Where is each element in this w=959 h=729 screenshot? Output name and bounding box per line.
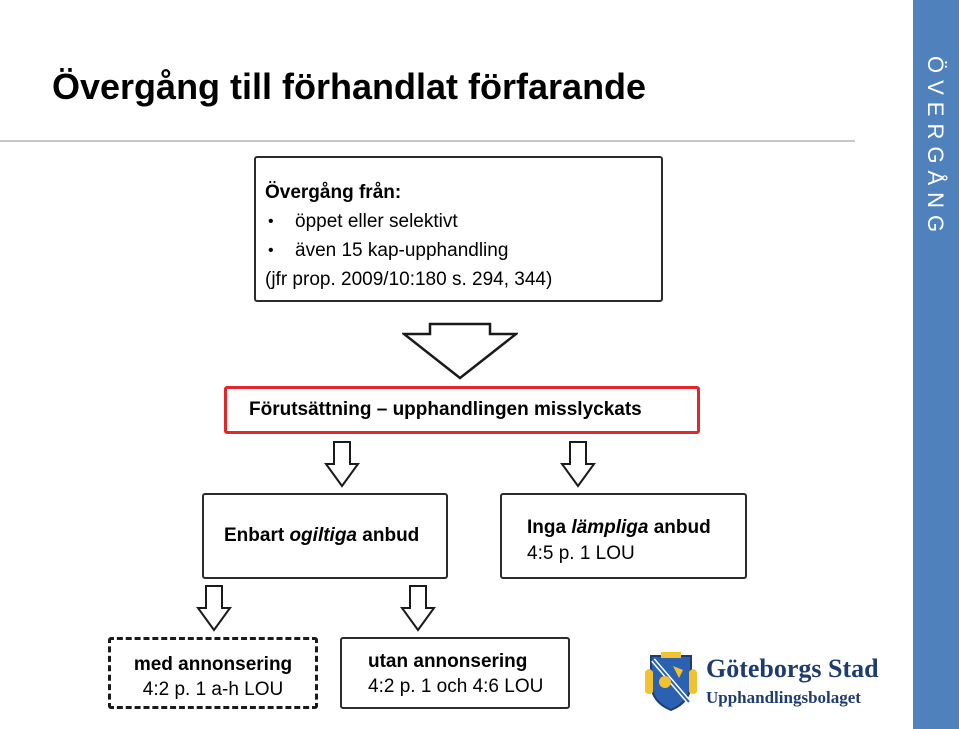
side-label: ÖVERGÅNG: [923, 56, 948, 240]
down-arrow-icon: [324, 440, 360, 488]
condition-prefix: Förutsättning: [249, 399, 372, 420]
no-suitable-tenders-box: [500, 493, 747, 579]
down-arrow-icon: [560, 440, 596, 488]
transition-list: [265, 207, 651, 265]
case-text-before: Enbart: [224, 525, 290, 546]
with-advertising-box: [108, 637, 318, 709]
condition-box: [224, 386, 700, 434]
slide-title: Övergång till förhandlat förfarande: [52, 66, 647, 107]
transition-from-box: [254, 156, 663, 302]
logo-subtitle: Upphandlingsbolaget: [706, 688, 861, 707]
condition-text: upphandlingen misslyckats: [392, 399, 642, 420]
invalid-tenders-text: [224, 525, 419, 547]
list-item: • öppet eller selektivt: [265, 207, 651, 236]
no-suitable-tenders-text: [527, 515, 745, 541]
with-advertising-reference: 4:2 p. 1 a-h LOU: [142, 679, 284, 700]
case-text-emphasis: ogiltiga: [289, 525, 358, 546]
case-text-after: anbud: [648, 517, 711, 538]
down-arrow-icon: [196, 584, 232, 632]
condition-dash: –: [376, 399, 388, 420]
case-text-emphasis: lämpliga: [571, 517, 649, 538]
logo-name: Göteborgs Stad: [706, 654, 879, 683]
transition-heading: Övergång från:: [265, 182, 402, 203]
without-advertising-box: [340, 637, 570, 709]
list-item: • även 15 kap-upphandling: [265, 236, 651, 265]
down-arrow-icon: [400, 584, 436, 632]
law-reference: 4:5 p. 1 LOU: [527, 543, 635, 564]
proposition-reference: (jfr prop. 2009/10:180 s. 294, 344): [265, 269, 553, 290]
invalid-tenders-box: [202, 493, 448, 579]
case-text-after: anbud: [357, 525, 420, 546]
title-divider: [0, 140, 855, 142]
without-advertising-reference: 4:2 p. 1 och 4:6 LOU: [368, 676, 544, 697]
case-text-before: Inga: [527, 517, 572, 538]
gothenburg-coat-of-arms-icon: [643, 652, 699, 712]
without-advertising-label: utan annonsering: [368, 651, 528, 672]
large-down-arrow-icon: [402, 322, 518, 380]
with-advertising-label: med annonsering: [133, 654, 293, 675]
